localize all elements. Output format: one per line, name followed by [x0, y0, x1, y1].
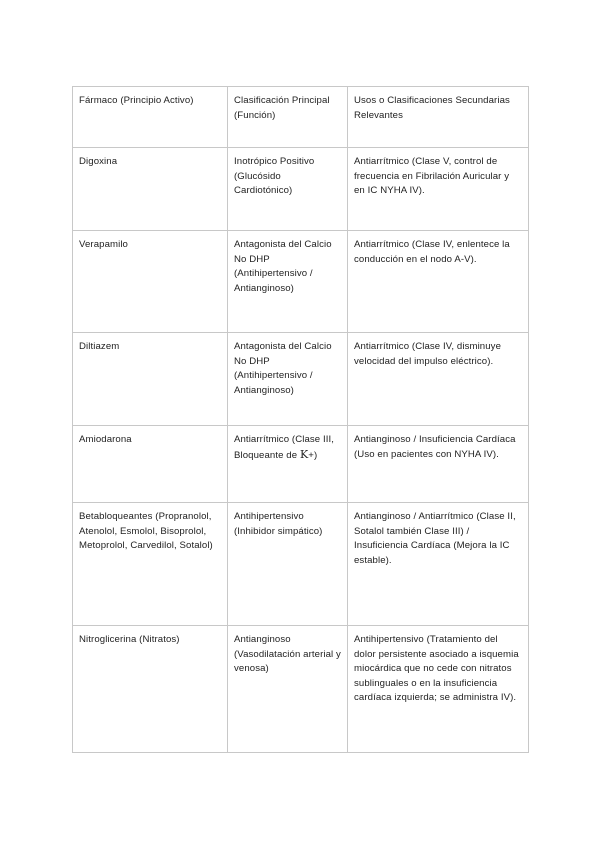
primary-classification-cell: Inotrópico Positivo (Glucósido Cardiotónico): [228, 148, 348, 231]
drug-cell: Verapamilo: [73, 231, 228, 333]
header-secondary-uses: Usos o Clasificaciones Secundarias Relevantes: [348, 87, 529, 148]
primary-text-suffix: +): [308, 449, 318, 461]
drug-cell: Amiodarona: [73, 426, 228, 503]
primary-classification-cell: [228, 426, 348, 503]
drug-cell: Nitroglicerina (Nitratos): [73, 626, 228, 753]
drug-cell: Digoxina: [73, 148, 228, 231]
table-header-row: [73, 87, 529, 148]
drug-cell: Betabloqueantes (Propranolol, Atenolol, Esmolol, Bisoprolol, Metoprolol, Carvedilol, Sotalol): [73, 503, 228, 626]
drug-cell: Diltiazem: [73, 333, 228, 426]
header-primary-classification: Clasificación Principal (Función): [228, 87, 348, 148]
table-row: [73, 148, 529, 231]
table-row: [73, 426, 529, 503]
secondary-uses-cell: Antiarrítmico (Clase IV, enlentece la conducción en el nodo A-V).: [348, 231, 529, 333]
drug-classification-table: [72, 86, 529, 753]
primary-classification-cell: Antianginoso (Vasodilatación arterial y venosa): [228, 626, 348, 753]
table-row: [73, 503, 529, 626]
table-row: [73, 333, 529, 426]
secondary-uses-cell: Antianginoso / Antiarrítmico (Clase II, Sotalol también Clase III) / Insuficiencia Cardíaca (Mejora la IC estable).: [348, 503, 529, 626]
primary-text: Antiarrítmico (Clase III, Bloqueante de: [234, 434, 335, 461]
secondary-uses-cell: Antiarrítmico (Clase V, control de frecuencia en Fibrilación Auricular y en IC NYHA IV).: [348, 148, 529, 231]
potassium-symbol: K: [299, 447, 309, 461]
secondary-uses-cell: Antihipertensivo (Tratamiento del dolor persistente asociado a isquemia miocárdica que no cede con nitratos sublinguales o en la insuficiencia cardíaca izquierda; se administra IV).: [348, 626, 529, 753]
primary-classification-cell: Antagonista del Calcio No DHP (Antihipertensivo / Antianginoso): [228, 231, 348, 333]
secondary-uses-cell: Antianginoso / Insuficiencia Cardíaca (Uso en pacientes con NYHA IV).: [348, 426, 529, 503]
primary-classification-cell: Antihipertensivo (Inhibidor simpático): [228, 503, 348, 626]
header-drug: Fármaco (Principio Activo): [73, 87, 228, 148]
secondary-uses-cell: Antiarrítmico (Clase IV, disminuye velocidad del impulso eléctrico).: [348, 333, 529, 426]
table-row: [73, 231, 529, 333]
primary-classification-cell: Antagonista del Calcio No DHP (Antihipertensivo / Antianginoso): [228, 333, 348, 426]
table-row: [73, 626, 529, 753]
